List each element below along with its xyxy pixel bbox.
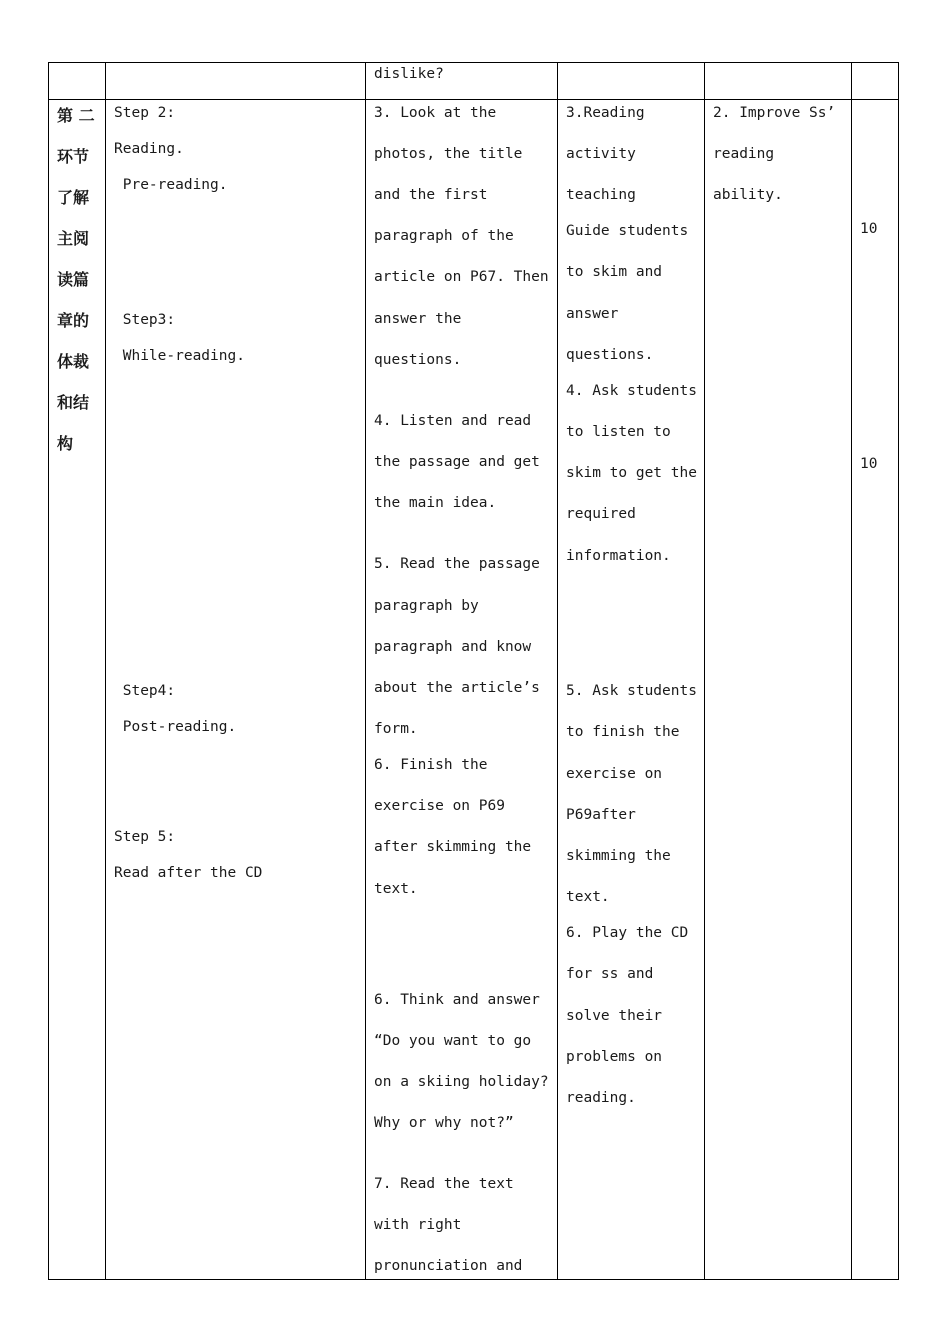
table-col-divider xyxy=(704,62,705,1280)
table-border-right xyxy=(898,62,899,1280)
teacher-line: for ss and xyxy=(566,966,654,982)
teacher-line: required xyxy=(566,506,636,522)
teacher-line: answer xyxy=(566,306,619,322)
teacher-line: information. xyxy=(566,548,671,564)
activity-line: with right xyxy=(374,1217,462,1233)
teacher-line: exercise on xyxy=(566,766,663,782)
teacher-line: 4. Ask students xyxy=(566,383,697,399)
time-value: 10 xyxy=(860,456,878,472)
activity-line: 4. Listen and read xyxy=(374,413,532,429)
teacher-line: to listen to xyxy=(566,424,671,440)
table-border-top xyxy=(48,62,899,63)
table-col-divider xyxy=(851,62,852,1280)
activity-line: text. xyxy=(374,881,418,897)
step-label: Reading. xyxy=(114,141,184,157)
step-label: Step4: xyxy=(114,683,176,699)
teacher-line: reading. xyxy=(566,1090,636,1106)
step-label: Step 2: xyxy=(114,105,176,121)
activity-line: answer the xyxy=(374,311,462,327)
activity-line: “Do you want to go xyxy=(374,1033,532,1049)
teacher-line: problems on xyxy=(566,1049,663,1065)
step-label: Pre-reading. xyxy=(114,177,228,193)
activity-line: pronunciation and xyxy=(374,1258,523,1274)
activity-line: article on P67. Then xyxy=(374,269,549,285)
activity-line: Why or why not?” xyxy=(374,1115,514,1131)
stage-title-line: 第 二 xyxy=(57,106,95,125)
teacher-line: skimming the xyxy=(566,848,671,864)
activity-line: 5. Read the passage xyxy=(374,556,540,572)
stage-title-line: 章的 xyxy=(57,311,90,330)
cell-text: dislike? xyxy=(374,66,444,82)
activity-line: and the first xyxy=(374,187,488,203)
purpose-line: 2. Improve Ss’ xyxy=(713,105,836,121)
activity-line: 6. Finish the xyxy=(374,757,488,773)
stage-title-line: 读篇 xyxy=(57,270,90,289)
table-border-left xyxy=(48,62,49,1280)
teacher-line: 3.Reading xyxy=(566,105,645,121)
table-row-divider xyxy=(48,99,899,100)
step-label: Step 5: xyxy=(114,829,176,845)
activity-line: paragraph of the xyxy=(374,228,514,244)
activity-line: form. xyxy=(374,721,418,737)
teacher-line: 6. Play the CD xyxy=(566,925,689,941)
activity-line: about the article’s xyxy=(374,680,540,696)
teacher-line: 5. Ask students xyxy=(566,683,697,699)
table-col-divider xyxy=(365,62,366,1280)
purpose-line: reading xyxy=(713,146,775,162)
activity-line: the main idea. xyxy=(374,495,497,511)
activity-line: photos, the title xyxy=(374,146,523,162)
teacher-line: teaching xyxy=(566,187,636,203)
stage-title-line: 体裁 xyxy=(57,352,90,371)
teacher-line: text. xyxy=(566,889,610,905)
activity-line: paragraph by xyxy=(374,598,479,614)
teacher-line: solve their xyxy=(566,1008,663,1024)
teacher-line: to skim and xyxy=(566,264,663,280)
step-label: Read after the CD xyxy=(114,865,263,881)
activity-line: 7. Read the text xyxy=(374,1176,514,1192)
stage-title-line: 和结 xyxy=(57,393,90,412)
time-value: 10 xyxy=(860,221,878,237)
step-label: Step3: xyxy=(114,312,176,328)
stage-title-line: 构 xyxy=(57,434,74,453)
stage-title-line: 主阅 xyxy=(57,229,90,248)
activity-line: exercise on P69 xyxy=(374,798,505,814)
table-col-divider xyxy=(557,62,558,1280)
teacher-line: to finish the xyxy=(566,724,680,740)
step-label: Post-reading. xyxy=(114,719,237,735)
step-label: While-reading. xyxy=(114,348,245,364)
teacher-line: questions. xyxy=(566,347,654,363)
stage-title-line: 了解 xyxy=(57,188,90,207)
activity-line: the passage and get xyxy=(374,454,540,470)
purpose-line: ability. xyxy=(713,187,783,203)
stage-title-line: 环节 xyxy=(57,147,90,166)
activity-line: paragraph and know xyxy=(374,639,532,655)
teacher-line: P69after xyxy=(566,807,636,823)
activity-line: after skimming the xyxy=(374,839,532,855)
activity-line: questions. xyxy=(374,352,462,368)
activity-line: 6. Think and answer xyxy=(374,992,540,1008)
activity-line: on a skiing holiday? xyxy=(374,1074,549,1090)
teacher-line: activity xyxy=(566,146,636,162)
table-border-bottom xyxy=(48,1279,899,1280)
teacher-line: Guide students xyxy=(566,223,689,239)
table-col-divider xyxy=(105,62,106,1280)
teacher-line: skim to get the xyxy=(566,465,697,481)
activity-line: 3. Look at the xyxy=(374,105,497,121)
